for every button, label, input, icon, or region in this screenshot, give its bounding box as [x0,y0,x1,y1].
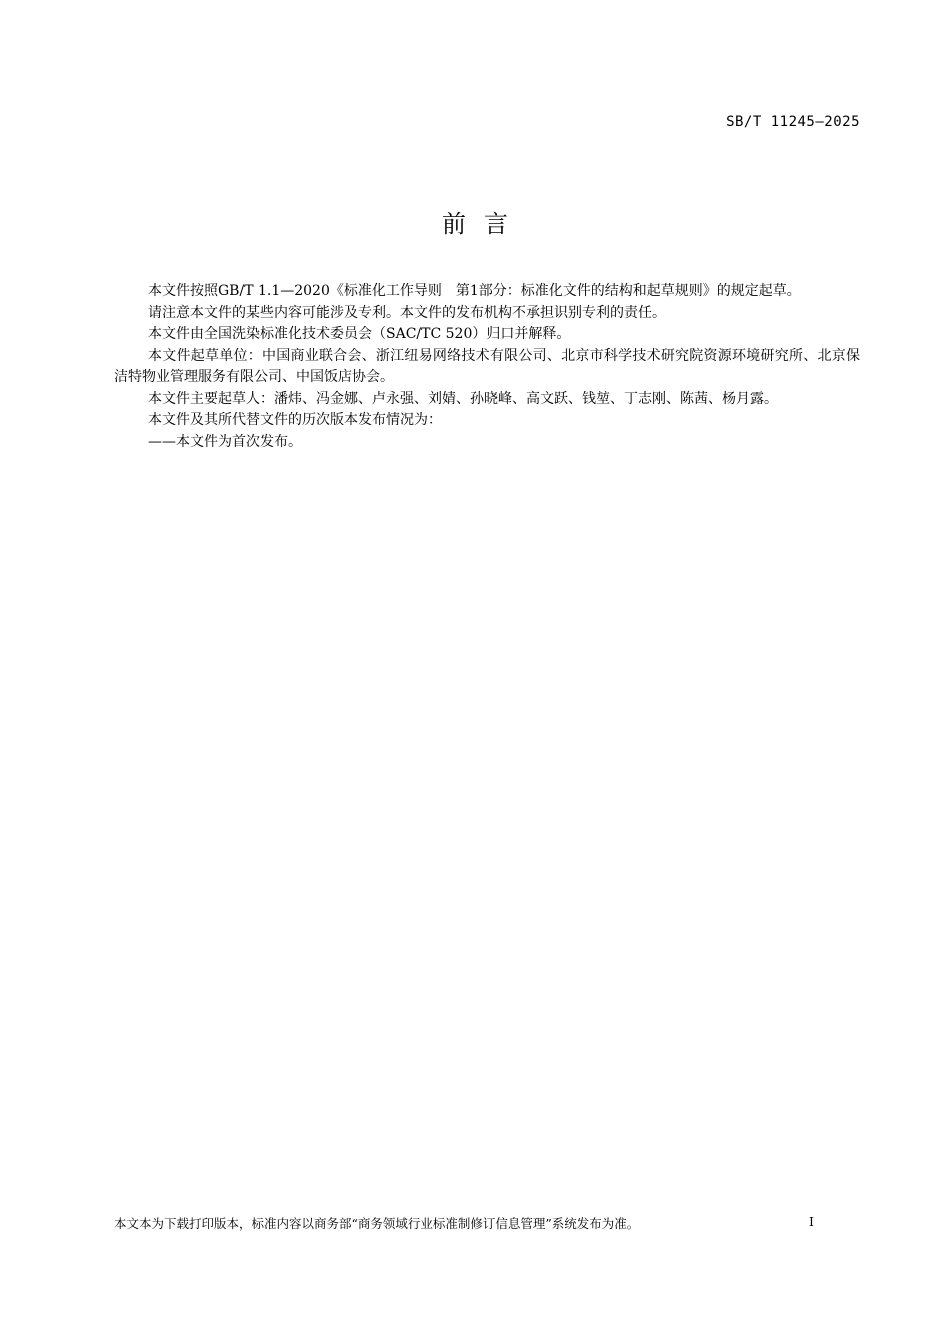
paragraph-first-release: ——本文件为首次发布。 [148,433,302,450]
footer-note: 本文本为下载打印版本，标准内容以商务部“商务领域行业标准制修订信息管理”系统发布为准。 [114,1216,640,1231]
paragraph-committee: 本文件由全国洗染标准化技术委员会（SAC/TC 520）归口并解释。 [148,326,571,342]
document-body [114,281,860,453]
paragraph-drafting-units: 本文件起草单位：中国商业联合会、浙江纽易网络技术有限公司、北京市科学技术研究院资源环境研究所、北京保洁特物业管理服务有限公司、中国饭店协会。 [114,347,860,385]
page-number: I [809,1214,814,1229]
page-title: 前言 [442,210,526,238]
paragraph-drafters: 本文件主要起草人：潘炜、冯金娜、卢永强、刘婧、孙晓峰、高文跃、钱堃、丁志刚、陈茜、杨月露。 [148,390,778,407]
paragraph-drafting-rules: 本文件按照GB/T 1.1—2020《标准化工作导则 第1部分：标准化文件的结构和起草规则》的规定起草。 [148,283,801,299]
document-code: SB/T 11245—2025 [726,114,860,130]
paragraph-patent-notice: 请注意本文件的某些内容可能涉及专利。本文件的发布机构不承担识别专利的责任。 [148,304,666,321]
paragraph-version-history: 本文件及其所代替文件的历次版本发布情况为： [148,412,442,428]
